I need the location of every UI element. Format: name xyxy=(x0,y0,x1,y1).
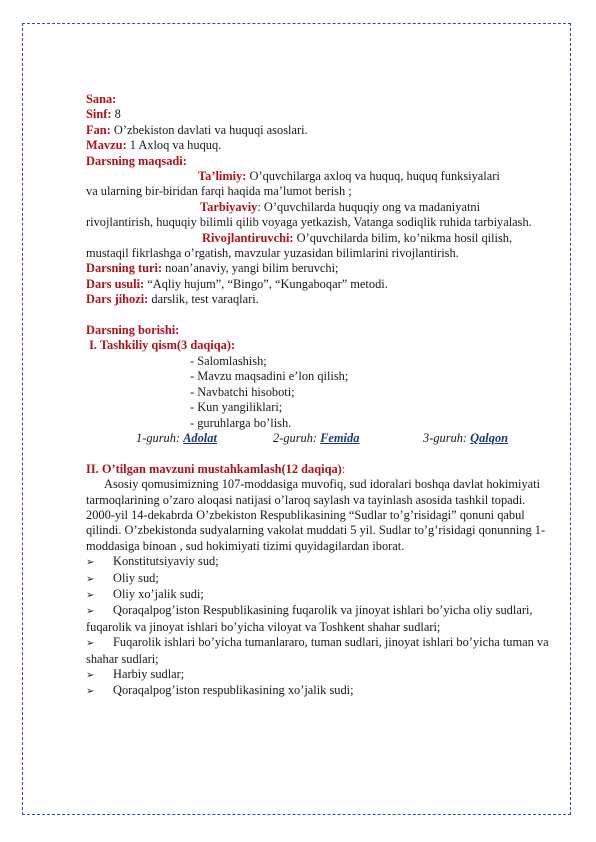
talimiy-first xyxy=(86,169,556,184)
fan-line xyxy=(86,123,556,138)
fan-label: Fan: xyxy=(86,122,111,137)
part2-paragraph: Asosiy qomusimizning 107-moddasiga muvofiq, sud idoralari boshqa davlat hokimiyati tarmoqlarining o’zaro aloqasi natijasi o’laroq saylash va tayinlash asosida tashkil topadi. 2000-yil 14-dekabrda O’zbekiston Respublikasining “Sudlar to’g’risidagi” qonuni qabul qilindi. O’zbekistonda sudyalarning vakolat muddati 5 yil. Sudlar to’g’risidagi qonunning 1- moddasiga binoan , sud hokimiyati tizimi quyidagilardan iborat. xyxy=(86,477,546,553)
rivoj-text: O’quvchilarda bilim, ko’nikma hosil qilish, xyxy=(293,230,513,245)
sinf-label: Sinf: xyxy=(86,107,112,122)
borishi-heading: Darsning borishi: xyxy=(86,323,180,338)
usuli-value: “Aqliy hujum”, “Bingo”, “Kungaboqar” metodi. xyxy=(144,276,388,291)
mavzu-line xyxy=(86,138,556,153)
mavzu-label: Mavzu: xyxy=(86,138,127,153)
arrow-bullet-icon: ➢ xyxy=(86,638,95,650)
tarbiyaviy-text: : O’quvchilarda huquqiy ong va madaniyatni xyxy=(257,199,481,214)
bullet-item xyxy=(86,667,556,683)
groups-row xyxy=(86,431,556,446)
bullet-text: Qoraqalpog’iston Respublikasining fuqarolik va jinoyat ishlari bo’yicha oliy sudlari, fuqarolik va jinoyat ishlari bo’yicha viloyat va Toshkent shahar sudlari; xyxy=(86,603,533,634)
rivoj-rest: mustaqil fikrlashga o’rgatish, mavzular yuzasidan bilimlarini rivojlantirish. xyxy=(86,246,459,261)
bullet-text: Oliy xo’jalik sudi; xyxy=(113,586,204,601)
list-item: - Salomlashish; xyxy=(190,353,267,368)
usuli-label: Dars usuli: xyxy=(86,276,145,291)
bullet-item xyxy=(86,587,556,603)
part2-colon: : xyxy=(341,461,346,476)
tarbiyaviy-label: Tarbiyaviy xyxy=(200,199,258,214)
fan-value: O’zbekiston davlati va huquqi asoslari. xyxy=(110,122,308,137)
spacer xyxy=(86,308,556,323)
group-2 xyxy=(273,431,423,446)
usuli-line xyxy=(86,277,556,292)
bullet-text: Harbiy sudlar; xyxy=(113,667,185,681)
spacer xyxy=(86,446,556,461)
list-item: - Kun yangiliklari; xyxy=(190,400,283,415)
arrow-bullet-icon: ➢ xyxy=(86,670,95,681)
group-1 xyxy=(136,431,273,446)
sinf-line xyxy=(86,107,556,122)
group-label: 3-guruh: xyxy=(423,430,471,445)
sana-label: Sana: xyxy=(86,92,117,106)
talimiy-rest: va ularning bir-biridan farqi haqida ma’lumot berish ; xyxy=(86,184,352,199)
rivoj-first xyxy=(86,231,556,246)
bullet-item xyxy=(86,603,556,635)
part1-list xyxy=(86,354,556,431)
group-name: Qalqon xyxy=(470,430,509,445)
part2-title: II. O’tilgan mavzuni mustahkamlash(12 daqiqa) xyxy=(86,461,342,476)
rivoj-label: Rivojlantiruvchi: xyxy=(202,230,294,245)
jihozi-value: darslik, test varaqlari. xyxy=(148,292,259,307)
jihozi-line xyxy=(86,292,556,307)
group-name: Adolat xyxy=(183,430,217,445)
arrow-bullet-icon: ➢ xyxy=(86,686,95,698)
tarbiyaviy-rest: rivojlantirish, huquqiy bilimli qilib voyaga yetkazish, Vatanga sodiqlik ruhida tarbiyalash. xyxy=(86,215,532,230)
maqsad-label: Darsning maqsadi: xyxy=(86,153,187,168)
bullet-item xyxy=(86,571,556,587)
list-item: - guruhlarga bo’lish. xyxy=(190,415,292,430)
group-label: 2-guruh: xyxy=(273,430,321,445)
court-list xyxy=(86,554,556,700)
bullet-text: Qoraqalpog’iston respublikasining xo’jalik sudi; xyxy=(113,683,354,698)
bullet-text: Konstitutsiyaviy sud; xyxy=(113,554,219,569)
turi-value: noan’anaviy, yangi bilim beruvchi; xyxy=(162,261,339,276)
list-item: - Mavzu maqsadini e’lon qilish; xyxy=(190,369,349,384)
arrow-bullet-icon: ➢ xyxy=(86,606,95,618)
lesson-plan xyxy=(86,92,556,700)
jihozi-label: Dars jihozi: xyxy=(86,292,149,307)
arrow-bullet-icon: ➢ xyxy=(86,589,95,601)
talimiy-label: Ta’limiy: xyxy=(198,169,247,184)
turi-line xyxy=(86,261,556,276)
part2-heading xyxy=(86,462,556,477)
group-3 xyxy=(423,431,508,446)
bullet-item xyxy=(86,635,556,667)
part1-heading: I. Tashkiliy qism(3 daqiqa): xyxy=(86,338,236,353)
list-item: - Navbatchi hisoboti; xyxy=(190,384,295,399)
bullet-item xyxy=(86,554,556,570)
arrow-bullet-icon: ➢ xyxy=(86,573,95,585)
bullet-text: Oliy sud; xyxy=(113,570,159,585)
sana-line xyxy=(86,92,556,107)
bullet-item xyxy=(86,683,556,699)
turi-label: Darsning turi: xyxy=(86,261,163,276)
bullet-text: Fuqarolik ishlari bo’yicha tumanlararo, tuman sudlari, jinoyat ishlari bo’yicha tuman va shahar sudlari; xyxy=(86,635,549,666)
group-name: Femida xyxy=(320,430,360,445)
group-label: 1-guruh: xyxy=(136,430,184,445)
mavzu-value: 1 Axloq va huquq. xyxy=(126,138,222,153)
sinf-value: 8 xyxy=(111,107,121,122)
talimiy-text: O’quvchilarga axloq va huquq, huquq funksiyalari xyxy=(246,169,500,184)
maqsad-heading xyxy=(86,154,556,169)
arrow-bullet-icon: ➢ xyxy=(86,557,95,569)
tarbiyaviy-first xyxy=(86,200,556,215)
